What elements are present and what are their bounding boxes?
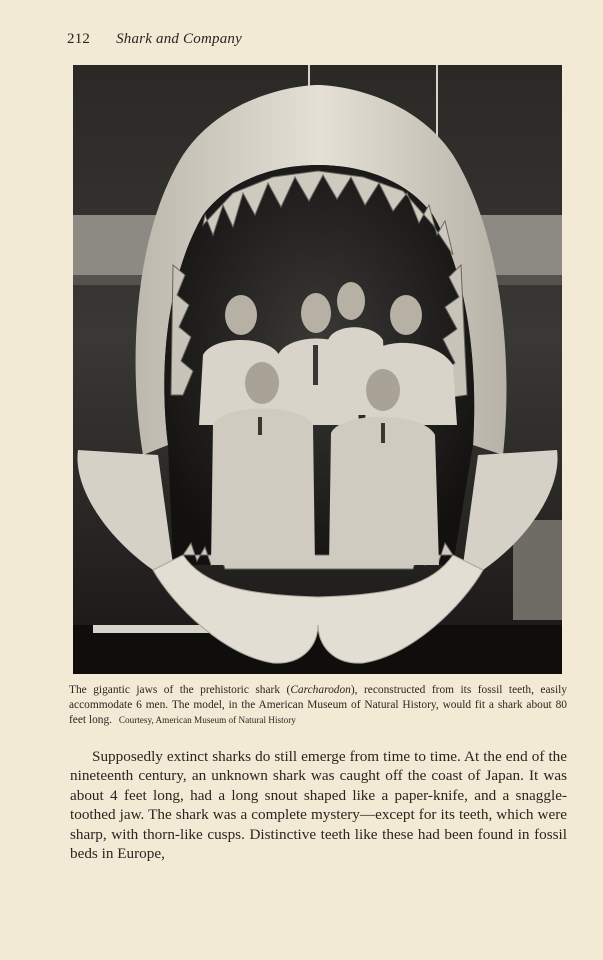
photo-credit: Courtesy, American Museum of Natural History <box>118 715 296 725</box>
running-title: Shark and Company <box>116 31 242 47</box>
caption-text-end: ), reconstructed from its fossil teeth, easily accommodate 6 men. The model, in the American Museum of Natural History, would fit a shark about 80 feet long. <box>69 684 567 726</box>
page-number: 212 <box>67 31 91 47</box>
running-head <box>67 31 242 48</box>
shark-jaw-photograph <box>73 65 562 674</box>
photo-illustration <box>73 65 562 674</box>
figure-caption <box>69 683 567 728</box>
body-paragraph: Supposedly extinct sharks do still emerge from time to time. At the end of the nineteenth century, an unknown shark was caught off the coast of Japan. It was about 4 feet long, had a long snout shaped like a paper-knife, and a snaggle-toothed jaw. The shark was a complete mystery—except for its teeth, which were sharp, with thorn-like cusps. Distinctive teeth like these had been found in fossil beds in Europe, <box>70 748 567 863</box>
caption-text-start: The gigantic jaws of the prehistoric shark ( <box>69 684 291 696</box>
caption-species-name: Carcharodon <box>290 684 351 696</box>
